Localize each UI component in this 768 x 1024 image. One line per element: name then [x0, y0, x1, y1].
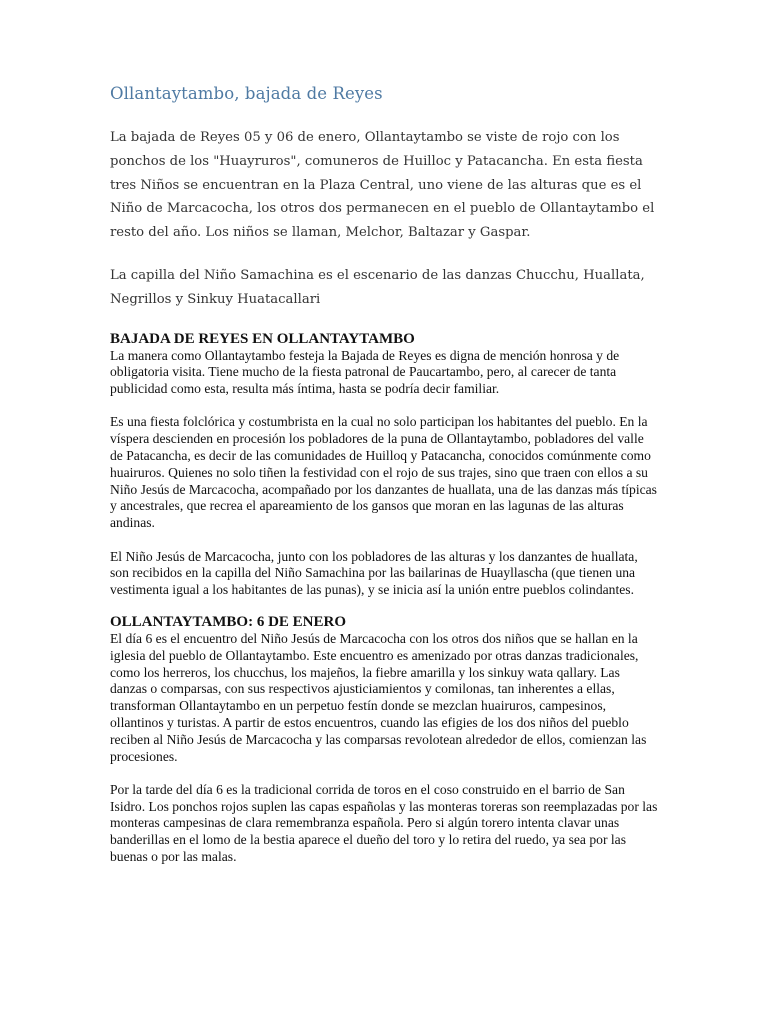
section-6-de-enero	[110, 613, 658, 866]
section-heading: BAJADA DE REYES EN OLLANTAYTAMBO	[110, 330, 415, 347]
lead-paragraph: La bajada de Reyes 05 y 06 de enero, Ollantaytambo se viste de rojo con los ponchos de los "Huayruros", comuneros de Huilloc y Patacancha. En esta fiesta tres Niños se encuentran en la Plaza Central, uno viene de las alturas que es el Niño de Marcacocha, los otros dos permanecen en el pueblo de Ollantaytambo el resto del año. Los niños se llaman, Melchor, Baltazar y Gaspar.	[110, 130, 655, 241]
body-paragraph: El día 6 es el encuentro del Niño Jesús de Marcacocha con los otros dos niños que se hallan en la iglesia del pueblo de Ollantaytambo. Este encuentro es amenizado por otras danzas tradicionales, como los herreros, los chucchus, los majeños, la fiebre amarilla y los sinkuy wata qallary. Las danzas o comparsas, con sus respectivos ajusticiamientos y comilonas, tan inherentes a ellas, transforman Ollantaytambo en un perpetuo festín donde se mezclan huairuros, campesinos, ollantinos y turistas. A partir de estos encuentros, cuando las efigies de los dos niños del pueblo reciben al Niño Jesús de Marcacocha y las comparsas revolotean alrededor de ellos, comienzan las procesiones.	[110, 630, 647, 764]
paragraph-spacer	[110, 532, 658, 549]
lead-paragraph: La capilla del Niño Samachina es el escenario de las danzas Chucchu, Huallata, Negrillos y Sinkuy Huatacallari	[110, 267, 645, 307]
article	[110, 84, 658, 866]
section-bajada-de-reyes	[110, 330, 658, 599]
body-paragraph: Por la tarde del día 6 es la tradicional corrida de toros en el coso construido en el barrio de San Isidro. Los ponchos rojos suplen las capas españolas y las monteras toreras son reemplazadas por las monteras campesinas de clara remembranza española. Pero si algún torero intenta clavar unas banderillas en el lomo de la bestia aparece el dueño del toro y lo retira del ruedo, ya sea por las buenas o por las malas.	[110, 781, 658, 864]
body-paragraph: La manera como Ollantaytambo festeja la Bajada de Reyes es digna de mención honrosa y de obligatoria visita. Tiene mucho de la fiesta patronal de Paucartambo, pero, al carecer de tanta publicidad como esta, resulta más íntima, hasta se podría decir familiar.	[110, 347, 620, 397]
paragraph-spacer	[110, 765, 658, 782]
body-paragraph: El Niño Jesús de Marcacocha, junto con los pobladores de las alturas y los danzantes de huallata, son recibidos en la capilla del Niño Samachina por las bailarinas de Huayllascha (que tienen una vestimenta igual a los habitantes de las punas), y se inicia así la unión entre pueblos colindantes.	[110, 548, 638, 598]
section-heading: OLLANTAYTAMBO: 6 DE ENERO	[110, 613, 347, 630]
paragraph-spacer	[110, 398, 658, 415]
article-title: Ollantaytambo, bajada de Reyes	[110, 84, 383, 103]
body-paragraph: Es una fiesta folclórica y costumbrista en la cual no solo participan los habitantes del pueblo. En la víspera descienden en procesión los pobladores de la puna de Ollantaytambo, pobladores del valle de Patacancha, es decir de las comunidades de Huilloq y Patacancha, conocidos comúnmente como huairuros. Quienes no solo tiñen la festividad con el rojo de sus trajes, sino que traen con ellos a su Niño Jesús de Marcacocha, acompañado por los danzantes de huallata, una de las danzas más típicas y ancestrales, que recrea el apareamiento de los gansos que moran en las lagunas de las alturas andinas.	[110, 414, 657, 531]
